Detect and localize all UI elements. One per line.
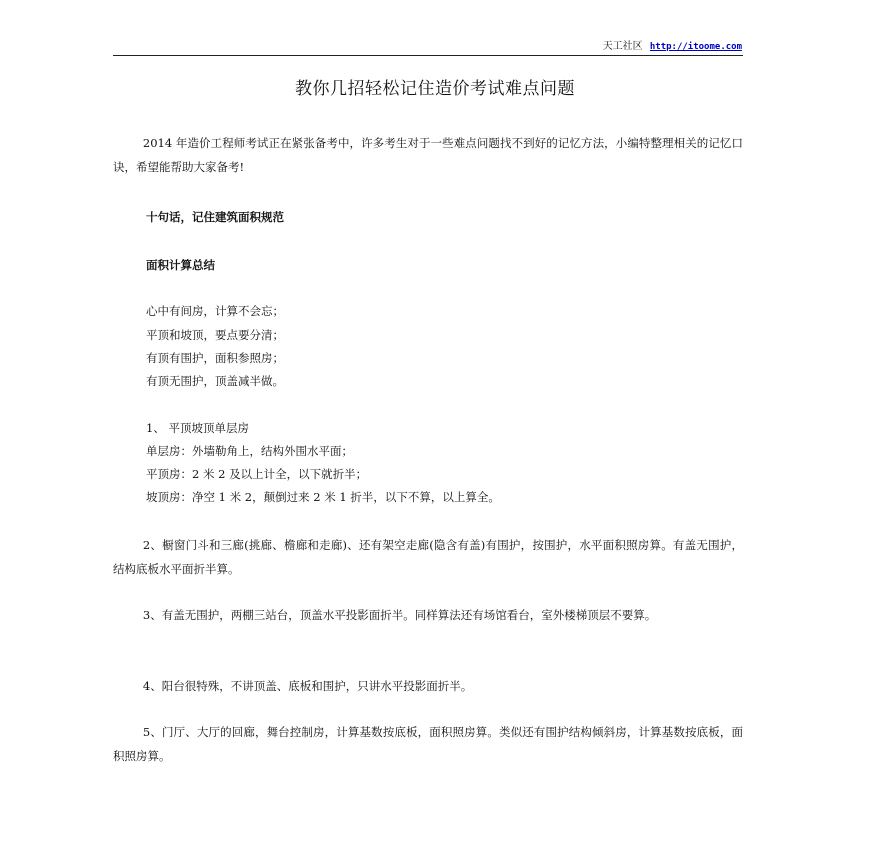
- header-divider: [113, 55, 743, 56]
- site-name: 天工社区: [602, 41, 643, 52]
- page-header: [603, 41, 742, 53]
- verse-line: 心中有间房，计算不会忘；: [146, 304, 284, 318]
- verse-line: 有顶无围护，顶盖减半做。: [146, 374, 284, 388]
- verse-line: 平顶和坡顶，要点要分清；: [146, 328, 284, 342]
- section-heading: 十句话，记住建筑面积规范: [146, 210, 284, 224]
- intro-paragraph: 2014 年造价工程师考试正在紧张备考中，许多考生对于一些难点问题找不到好的记忆方法，小编特整理相关的记忆口诀，希望能帮助大家备考!: [113, 136, 743, 174]
- subheading: 面积计算总结: [146, 258, 215, 272]
- item-1-line: 单层房：外墙勒角上，结构外围水平面；: [146, 444, 353, 458]
- item-1-line: 平顶房：2 米 2 及以上计全，以下就折半；: [146, 467, 368, 481]
- document-title: 教你几招轻松记住造价考试难点问题: [295, 79, 575, 99]
- verse-line: 有顶有围护，面积参照房；: [146, 351, 284, 365]
- item-paragraph: 2、橱窗门斗和三廊(挑廊、檐廊和走廊)、还有架空走廊(隐含有盖)有围护，按围护，水平面积照房算。有盖无围护，结构底板水平面折半算。: [113, 538, 743, 576]
- item-1-line: 坡顶房：净空 1 米 2，颠倒过来 2 米 1 折半，以下不算，以上算全。: [146, 490, 500, 504]
- item-paragraph: 4、阳台很特殊，不讲顶盖、底板和围护，只讲水平投影面折半。: [142, 679, 473, 693]
- site-url-link[interactable]: http://itoome.com: [649, 42, 742, 52]
- item-paragraph: 3、有盖无围护，两棚三站台，顶盖水平投影面折半。同样算法还有场馆看台，室外楼梯顶层不要算。: [142, 608, 657, 622]
- item-1-heading: 1、 平顶坡顶单层房: [146, 421, 249, 435]
- item-paragraph: 5、门厅、大厅的回廊，舞台控制房，计算基数按底板，面积照房算。类似还有围护结构倾斜房，计算基数按底板，面积照房算。: [113, 725, 743, 763]
